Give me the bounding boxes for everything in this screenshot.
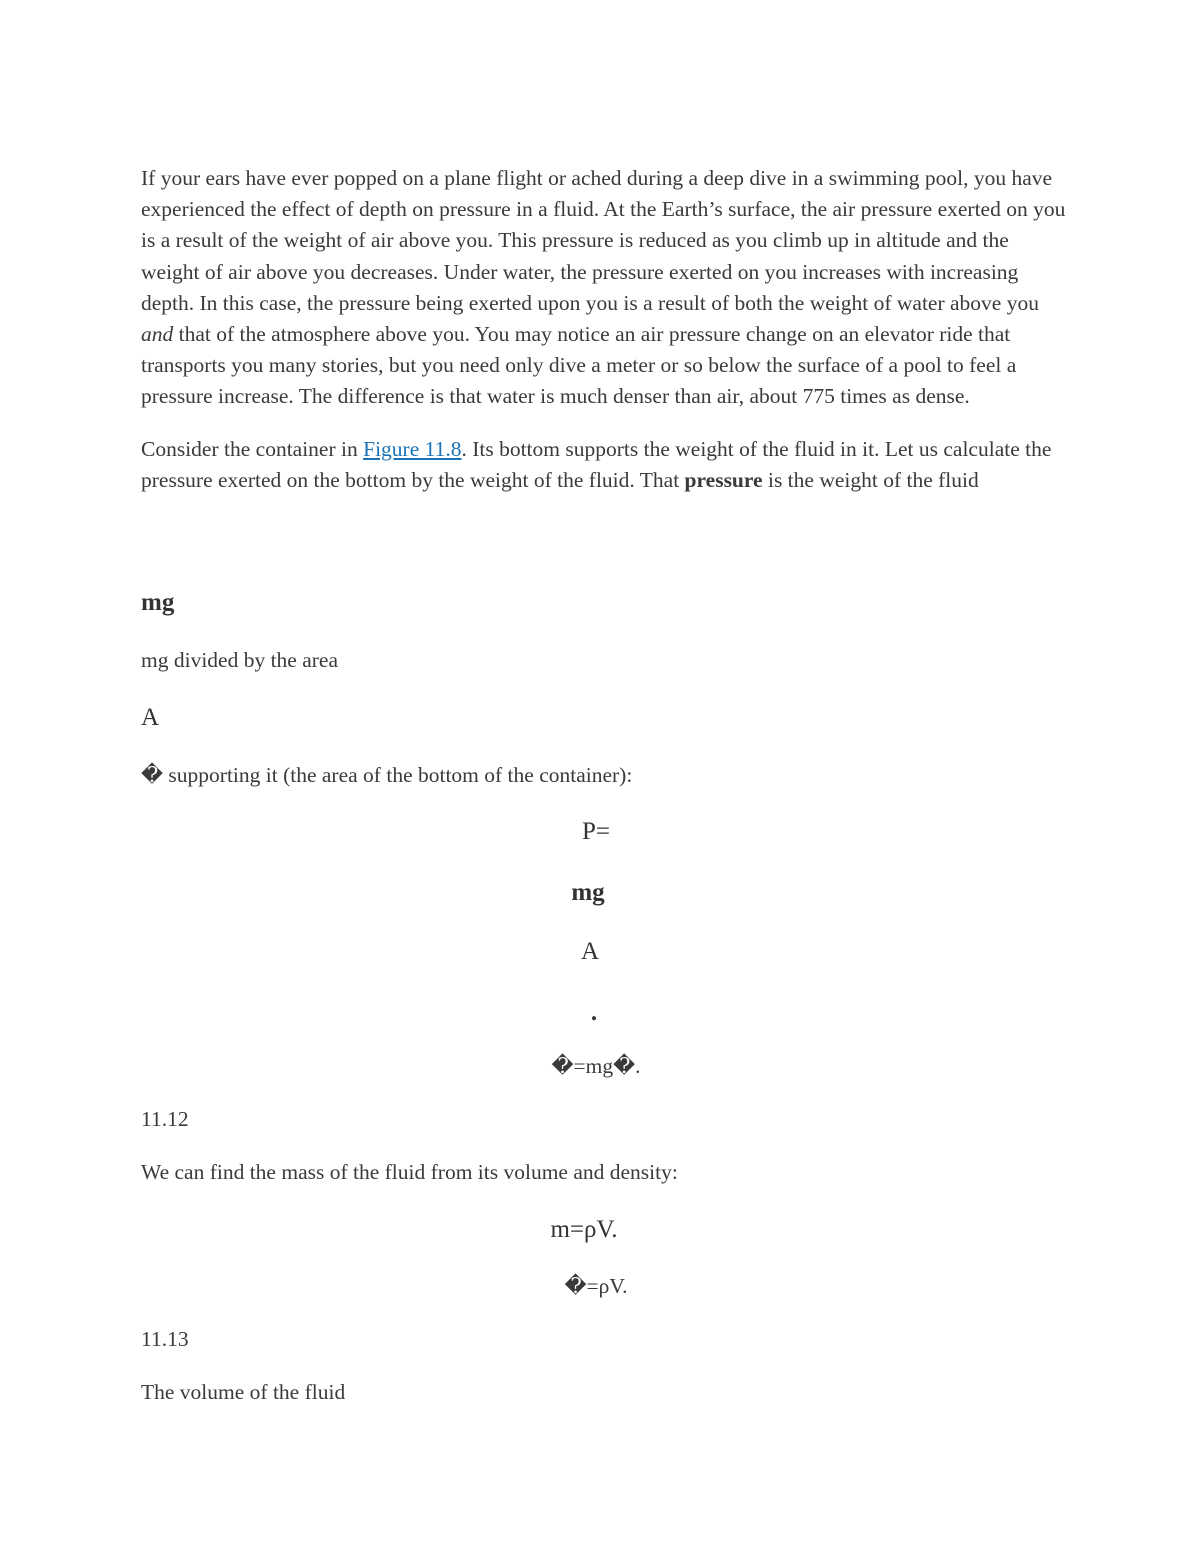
mg-description: mg divided by the area [141, 648, 339, 672]
area-description: � supporting it (the area of the bottom of the container): [141, 763, 633, 787]
mass-description: We can find the mass of the fluid from its volume and density: [141, 1160, 678, 1184]
equation-mass-fallback: �=ρV. [564, 1274, 628, 1298]
bold-term: pressure [684, 467, 763, 492]
italic-emphasis: and [141, 322, 174, 347]
equation-mass: m=ρV. [550, 1216, 618, 1243]
paragraph-pressure-depth [141, 163, 1066, 413]
equation-numerator: mg [571, 879, 605, 906]
paragraph-text: that of the atmosphere above you. You may notice an air pressure change on an elevator ride that transports you many stories, but you need only dive a meter or so below the surface of a pool to feel a pressure increase. The difference is that water is much denser than air, about 775 times as dense. [141, 322, 1017, 409]
equation-period: . [590, 999, 598, 1026]
document-page [141, 163, 1066, 1404]
equation-denominator: A [580, 938, 600, 965]
volume-description: The volume of the fluid [141, 1380, 346, 1404]
paragraph-text: If your ears have ever popped on a plane flight or ached during a deep dive in a swimming pool, you have experienced the effect of depth on pressure in a fluid. At the Earth’s surface, the air pressure exerted on you is a result of the weight of air above you. This pressure is reduced as you climb up in altitude and the weight of air above you decreases. Under water, the pressure exerted on you increases with increasing depth. In this case, the pressure being exerted upon you is a result of both the weight of water above you [141, 166, 1066, 315]
equation-fallback: �=mg�. [551, 1054, 641, 1078]
equation-p-equals: P= [581, 818, 610, 845]
equation-number: 11.12 [141, 1107, 189, 1131]
paragraph-text: . Its bottom supports the weight of the fluid in it. Let us calculate the pressure exerted on the bottom by the weight of the fluid. That [141, 436, 1052, 492]
equation-number: 11.13 [141, 1327, 189, 1351]
paragraph-container [141, 434, 1066, 496]
paragraph-text: Consider the container in [141, 436, 364, 461]
figure-link[interactable]: Figure 11.8 [363, 436, 462, 461]
paragraph-text: is the weight of the fluid [762, 467, 979, 492]
symbol-area: A [141, 704, 160, 731]
symbol-mg: mg [141, 589, 175, 616]
